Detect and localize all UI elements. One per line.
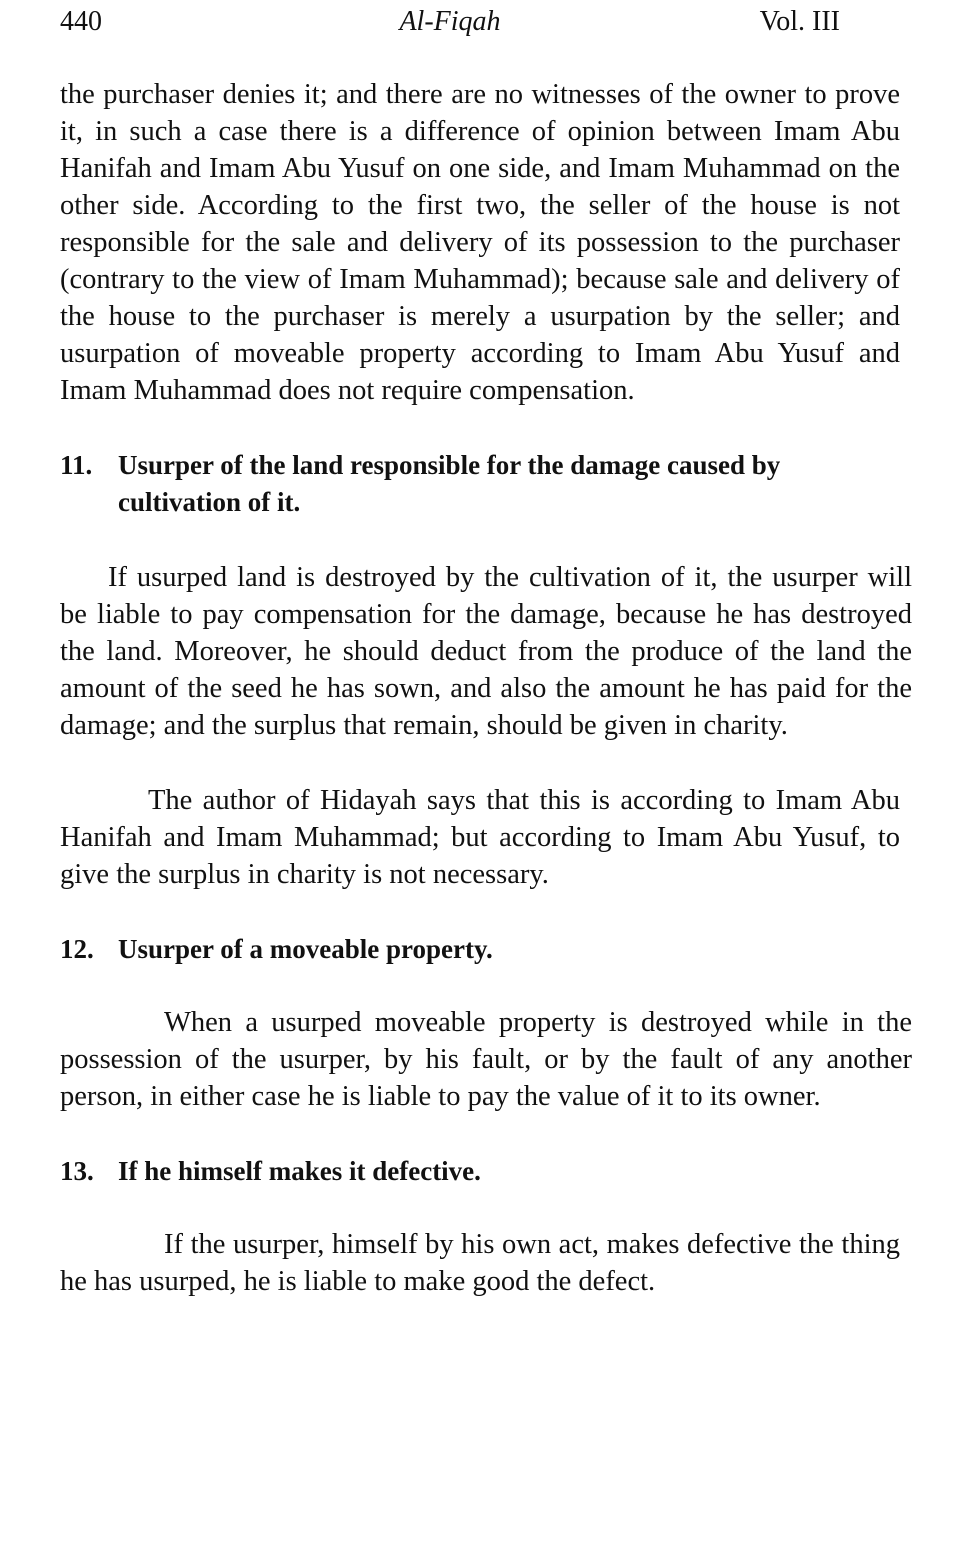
page-body (60, 76, 912, 1300)
section-number: 13. (60, 1156, 94, 1186)
page-number: 440 (60, 6, 102, 37)
paragraph-moveable: When a usurped moveable property is destroyed while in the possession of the usurper, by his fault, or by the fault of any another person, in either case he is liable to pay the value of it to its owner. (60, 1007, 912, 1112)
section-number: 11. (60, 450, 93, 480)
paragraph-continuation: the purchaser denies it; and there are no witnesses of the owner to prove it, in such a case there is a difference of opinion between Imam Abu Hanifah and Imam Abu Yusuf on one side, and Imam Muhammad on the other side. According to the first two, the seller of the house is not responsible for the sale and delivery of its possession to the purchaser (contrary to the view of Imam Muhammad); because sale and delivery of the house to the purchaser is merely a usurpation by the seller; and usurpation of moveable property according to Imam Abu Yusuf and Imam Muhammad does not require compensation. (60, 79, 900, 406)
paragraph-hidayah: The author of Hidayah says that this is according to Imam Abu Hanifah and Imam Muhammad; but according to Imam Abu Yusuf, to give the surplus in charity is not necessary. (60, 785, 900, 890)
paragraph-cultivation: If usurped land is destroyed by the cultivation of it, the usurper will be liable to pay compensation for the damage, because he has destroyed the land. Moreover, he should deduct from the produce of the land the amount of the seed he has sown, and also the amount he has paid for the damage; and the surplus that remain, should be given in charity. (60, 562, 912, 741)
paragraph-defective: If the usurper, himself by his own act, makes defective the thing he has usurped, he is liable to make good the defect. (60, 1229, 900, 1297)
page-header (60, 4, 840, 44)
section-title: If he himself makes it defective. (118, 1156, 481, 1186)
section-heading-11 (60, 447, 900, 521)
volume-label: Vol. III (759, 6, 840, 37)
section-heading-13 (60, 1153, 900, 1190)
book-title: Al-Fiqah (399, 6, 501, 37)
section-title: Usurper of a moveable property. (118, 934, 493, 964)
section-number: 12. (60, 934, 94, 964)
section-heading-12 (60, 931, 900, 968)
section-title: Usurper of the land responsible for the damage caused by cultivation of it. (118, 450, 781, 517)
